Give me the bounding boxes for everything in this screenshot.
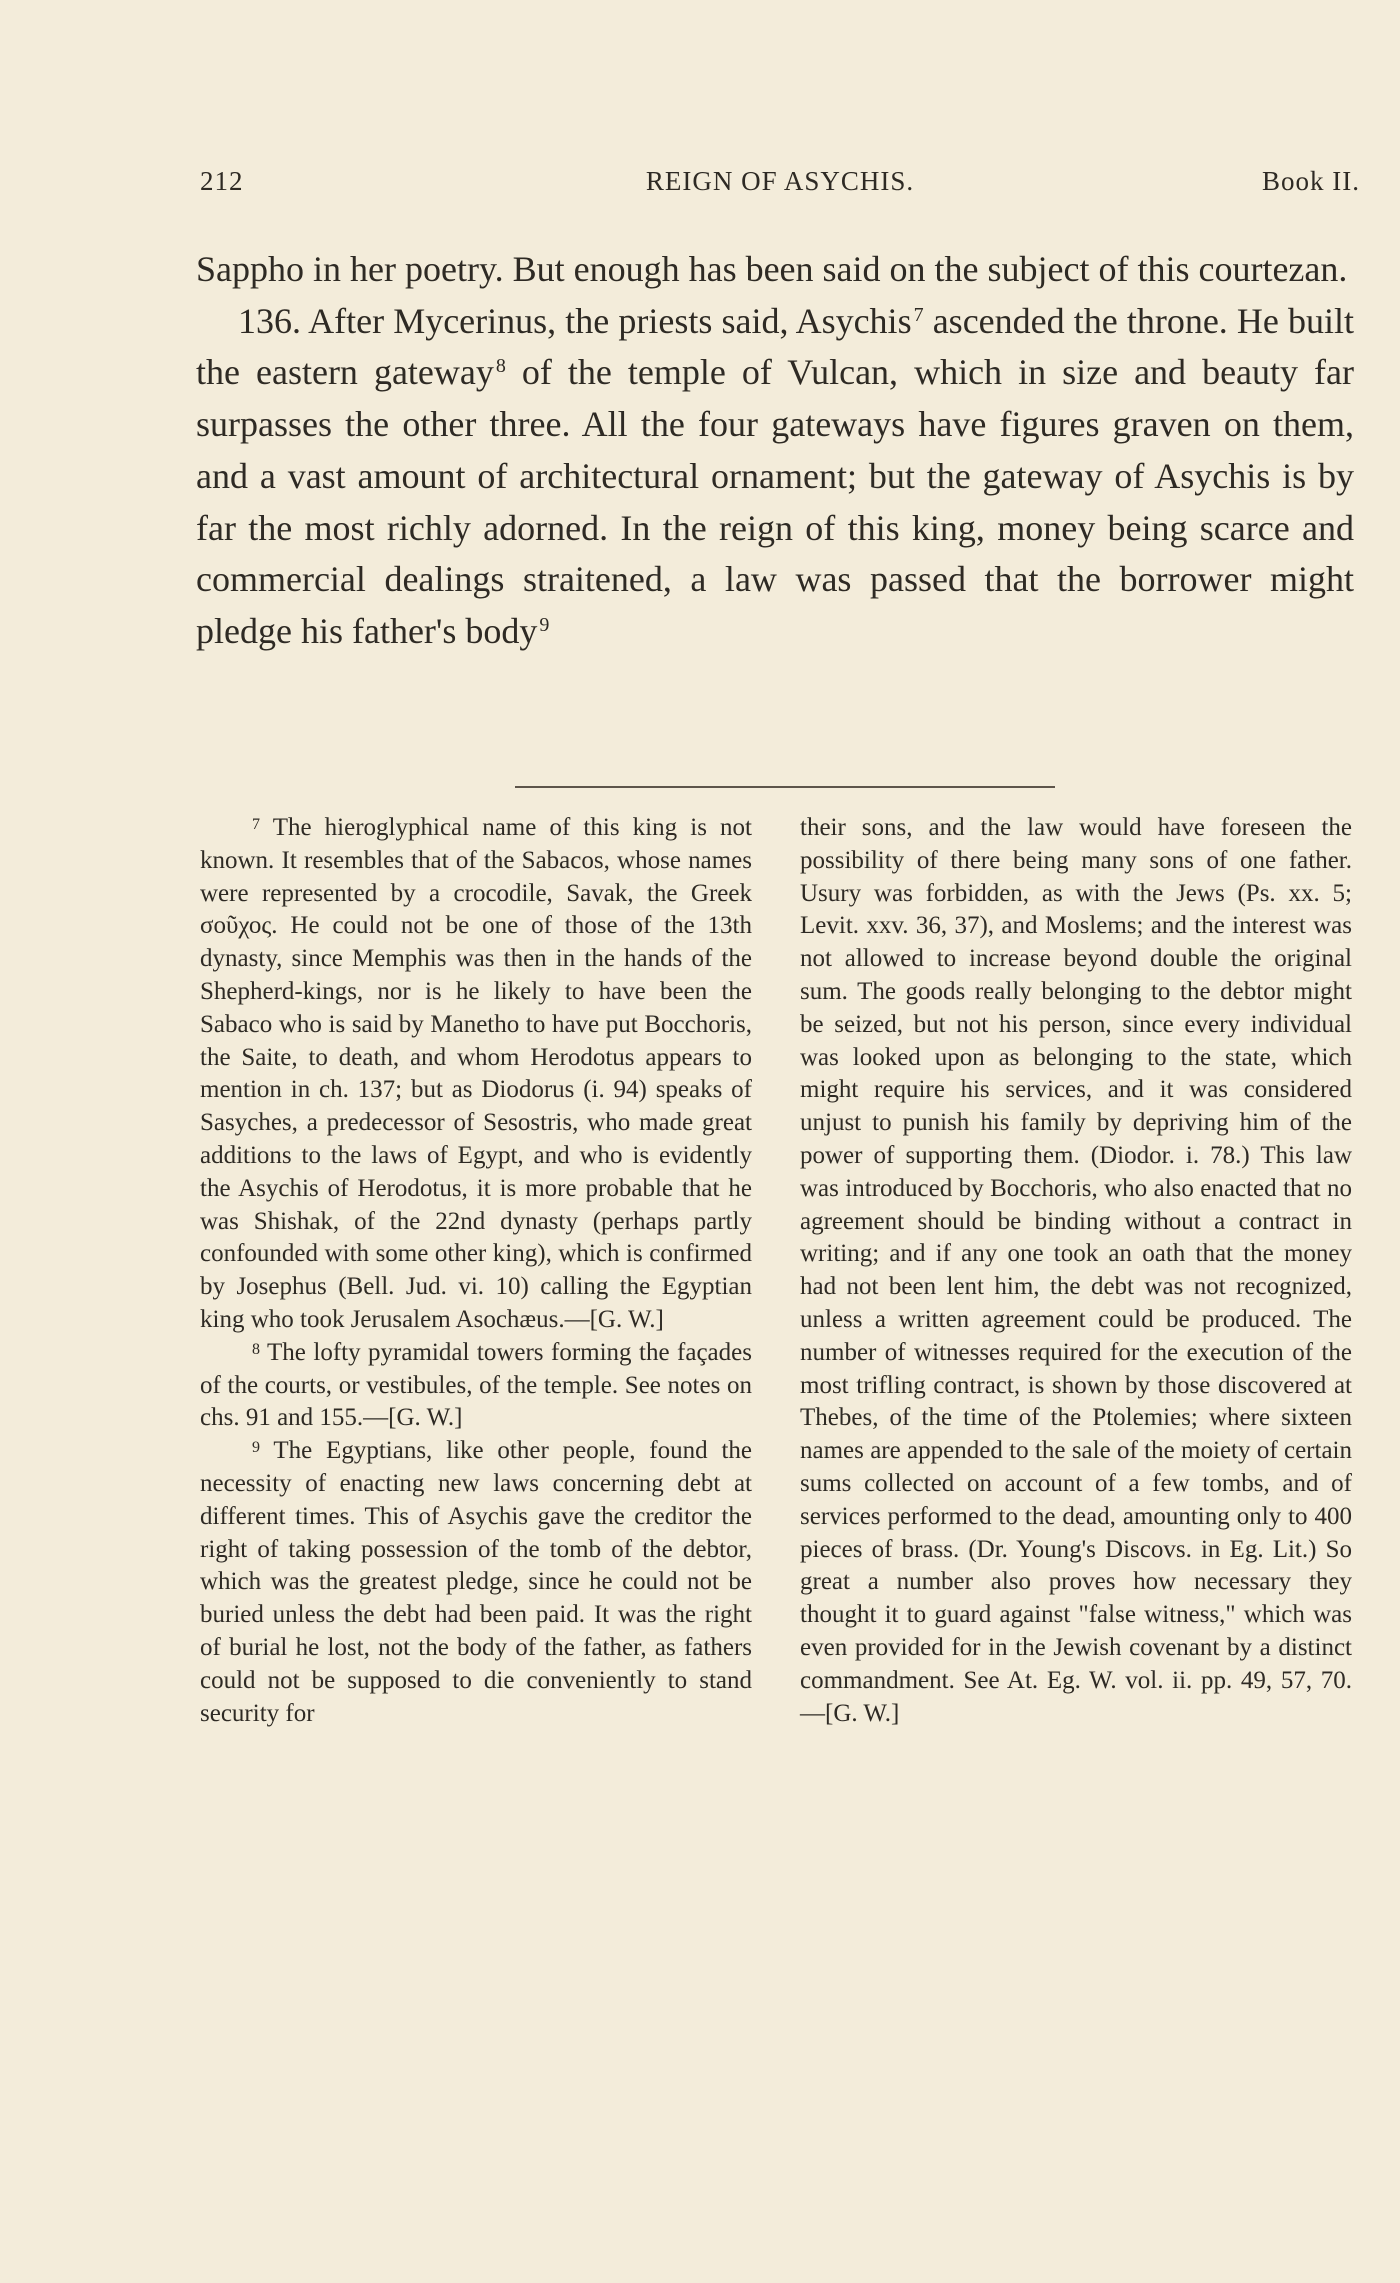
footnotes-left-column — [200, 812, 752, 1730]
footnote-8 — [200, 1337, 752, 1435]
running-header — [200, 166, 1360, 210]
footnote-ref-9: 9 — [539, 613, 550, 636]
footnote-7-text: The hieroglyphical name of this king is not known. It resembles that of the Sabacos, whose names were represented by a crocodile, Savak, the Greek σοῦχος. He could not be one of those of the 13th dynasty, since Memphis was then in the hands of the Shepherd-kings, nor is he likely to have been the Sabaco who is said by Manetho to have put Bocchoris, the Saite, to death, and whom Herodotus appears to mention in ch. 137; but as Diodorus (i. 94) speaks of Sasyches, a predecessor of Sesostris, who made great additions to the laws of Egypt, and who is evidently the Asychis of Herodotus, it is more probable that he was Shishak, of the 22nd dynasty (perhaps partly confounded with some other king), which is confirmed by Josephus (Bell. Jud. vi. 10) calling the Egyptian king who took Jerusalem Asochæus.—[G. W.] — [200, 814, 752, 1333]
footnote-ref-8: 8 — [495, 355, 506, 378]
page-number: 212 — [200, 166, 244, 196]
footnote-9 — [200, 1435, 752, 1730]
footnote-9-text-right: their sons, and the law would have foreseen the possibility of there being many sons of one father. Usury was forbidden, as with the Jews (Ps. xx. 5; Levit. xxv. 36, 37), and Moslems; and the interest was not allowed to increase beyond double the original sum. The goods really belonging to the debtor might be seized, but not his person, since every individual was looked upon as belonging to the state, which might require his services, and it was considered unjust to punish his family by depriving him of the power of supporting them. (Diodor. i. 78.) This law was introduced by Bocchoris, who also enacted that no agreement should be binding without a contract in writing; and if any one took an oath that the money had not been lent him, the debt was not recognized, unless a written agreement could be produced. The number of witnesses required for the execution of the most trifling contract, is shown by those discovered at Thebes, of the time of the Ptolemies; where sixteen names are appended to the sale of the moiety of certain sums collected on account of a few tombs, and of services performed to the dead, amounting only to 400 pieces of brass. (Dr. Young's Discovs. in Eg. Lit.) So great a number also proves how necessary they thought it to guard against "false witness," which was even provided for in the Jewish covenant by a distinct commandment. See At. Eg. W. vol. ii. pp. 49, 57, 70.—[G. W.] — [800, 814, 1352, 1727]
chapter-136-middle: ascended the throne. He built the eastern gateway — [196, 300, 1355, 393]
footnote-8-mark: 8 — [252, 1340, 260, 1358]
book-label: Book II. — [1262, 166, 1360, 196]
chapter-136-start: 136. After Mycerinus, the priests said, Asychis — [238, 300, 912, 341]
main-paragraph-1-text: Sappho in her poetry. But enough has been said on the subject of this courtezan. — [196, 249, 1348, 289]
main-paragraph-1 — [196, 244, 1354, 296]
chapter-136-end: of the temple of Vulcan, which in size and beauty far surpasses the other three. All the four gateways have figures graven on them, and a vast amount of architectural ornament; but the gateway of Asychis is by far the most richly adorned. In the reign of this king, money being scarce and commercial dealings straitened, a law was passed that the borrower might pledge his father's body — [196, 352, 1355, 651]
main-paragraph-2 — [196, 296, 1354, 658]
footnotes-right-column — [800, 812, 1352, 1730]
footnote-7 — [200, 812, 752, 1337]
footnote-9-continued — [800, 812, 1352, 1730]
main-text — [196, 244, 1354, 658]
footnote-ref-7: 7 — [913, 303, 924, 326]
footnote-7-mark: 7 — [252, 816, 260, 833]
footnote-9-mark: 9 — [252, 1439, 260, 1457]
running-title: REIGN OF ASYCHIS. — [645, 166, 915, 196]
footnote-divider — [515, 786, 1055, 788]
footnote-9-text-left: The Egyptians, like other people, found the necessity of enacting new laws concerning debt at different times. This of Asychis gave the creditor the right of taking possession of the tomb of the debtor, which was the greatest pledge, since he could not be buried unless the debt had been paid. It was the right of burial he lost, not the body of the father, as fathers could not be supposed to die conveniently to stand security for — [200, 1437, 752, 1727]
footnote-8-text: The lofty pyramidal towers forming the façades of the courts, or vestibules, of the temple. See notes on chs. 91 and 155.—[G. W.] — [200, 1338, 752, 1432]
